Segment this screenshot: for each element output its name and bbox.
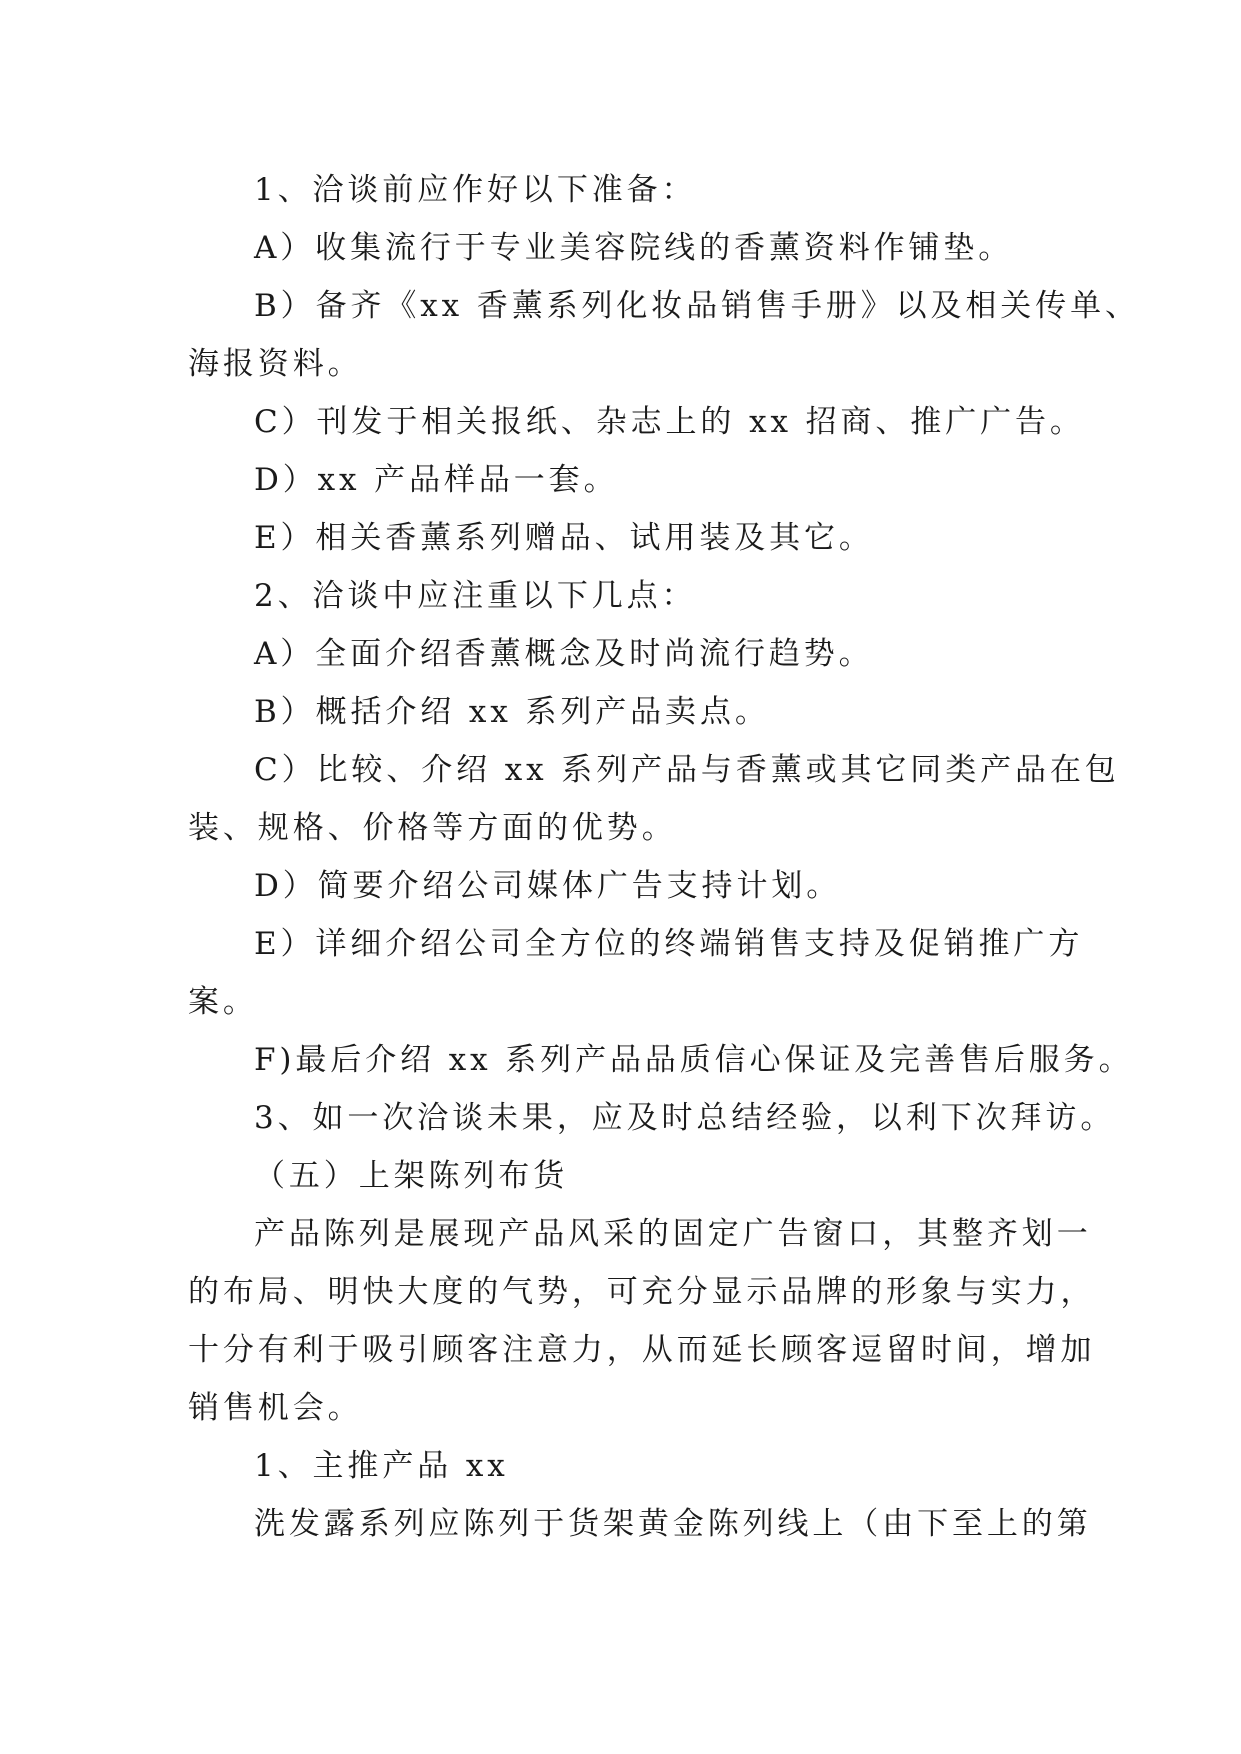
text-line: 产品陈列是展现产品风采的固定广告窗口，其整齐划一 xyxy=(254,1216,1092,1252)
text-line: E）相关香薰系列赠品、试用装及其它。 xyxy=(254,520,874,556)
text-line: 洗发露系列应陈列于货架黄金陈列线上（由下至上的第 xyxy=(254,1506,1092,1542)
text-line: D）xx 产品样品一套。 xyxy=(254,462,619,498)
text-line: 案。 xyxy=(188,984,258,1020)
text-line: 销售机会。 xyxy=(188,1390,363,1426)
text-line: B）概括介绍 xx 系列产品卖点。 xyxy=(254,694,770,730)
text-line: 的布局、明快大度的气势，可充分显示品牌的形象与实力， xyxy=(188,1274,1096,1310)
text-line: A）收集流行于专业美容院线的香薰资料作铺垫。 xyxy=(254,230,1014,266)
document-body xyxy=(188,161,1140,1553)
text-line: D）简要介绍公司媒体广告支持计划。 xyxy=(254,868,842,904)
text-line: B）备齐《xx 香薰系列化妆品销售手册》以及相关传单、 xyxy=(254,288,1140,324)
text-line: F)最后介绍 xx 系列产品品质信心保证及完善售后服务。 xyxy=(254,1042,1134,1078)
text-line: C）比较、介绍 xx 系列产品与香薰或其它同类产品在包 xyxy=(254,752,1120,788)
text-line: A）全面介绍香薰概念及时尚流行趋势。 xyxy=(254,636,874,672)
text-line: 海报资料。 xyxy=(188,346,363,382)
section-heading: （五）上架陈列布货 xyxy=(254,1158,569,1194)
text-line: 十分有利于吸引顾客注意力，从而延长顾客逗留时间，增加 xyxy=(188,1332,1096,1368)
text-line: 3、如一次洽谈未果，应及时总结经验，以利下次拜访。 xyxy=(254,1100,1116,1136)
text-line: 1、主推产品 xx xyxy=(254,1448,509,1484)
text-line: E）详细介绍公司全方位的终端销售支持及促销推广方 xyxy=(254,926,1084,962)
text-line: 2、洽谈中应注重以下几点： xyxy=(254,578,697,614)
text-line: 1、洽谈前应作好以下准备： xyxy=(254,172,697,208)
text-line: 装、规格、价格等方面的优势。 xyxy=(188,810,677,846)
text-line: C）刊发于相关报纸、杂志上的 xx 招商、推广广告。 xyxy=(254,404,1085,440)
